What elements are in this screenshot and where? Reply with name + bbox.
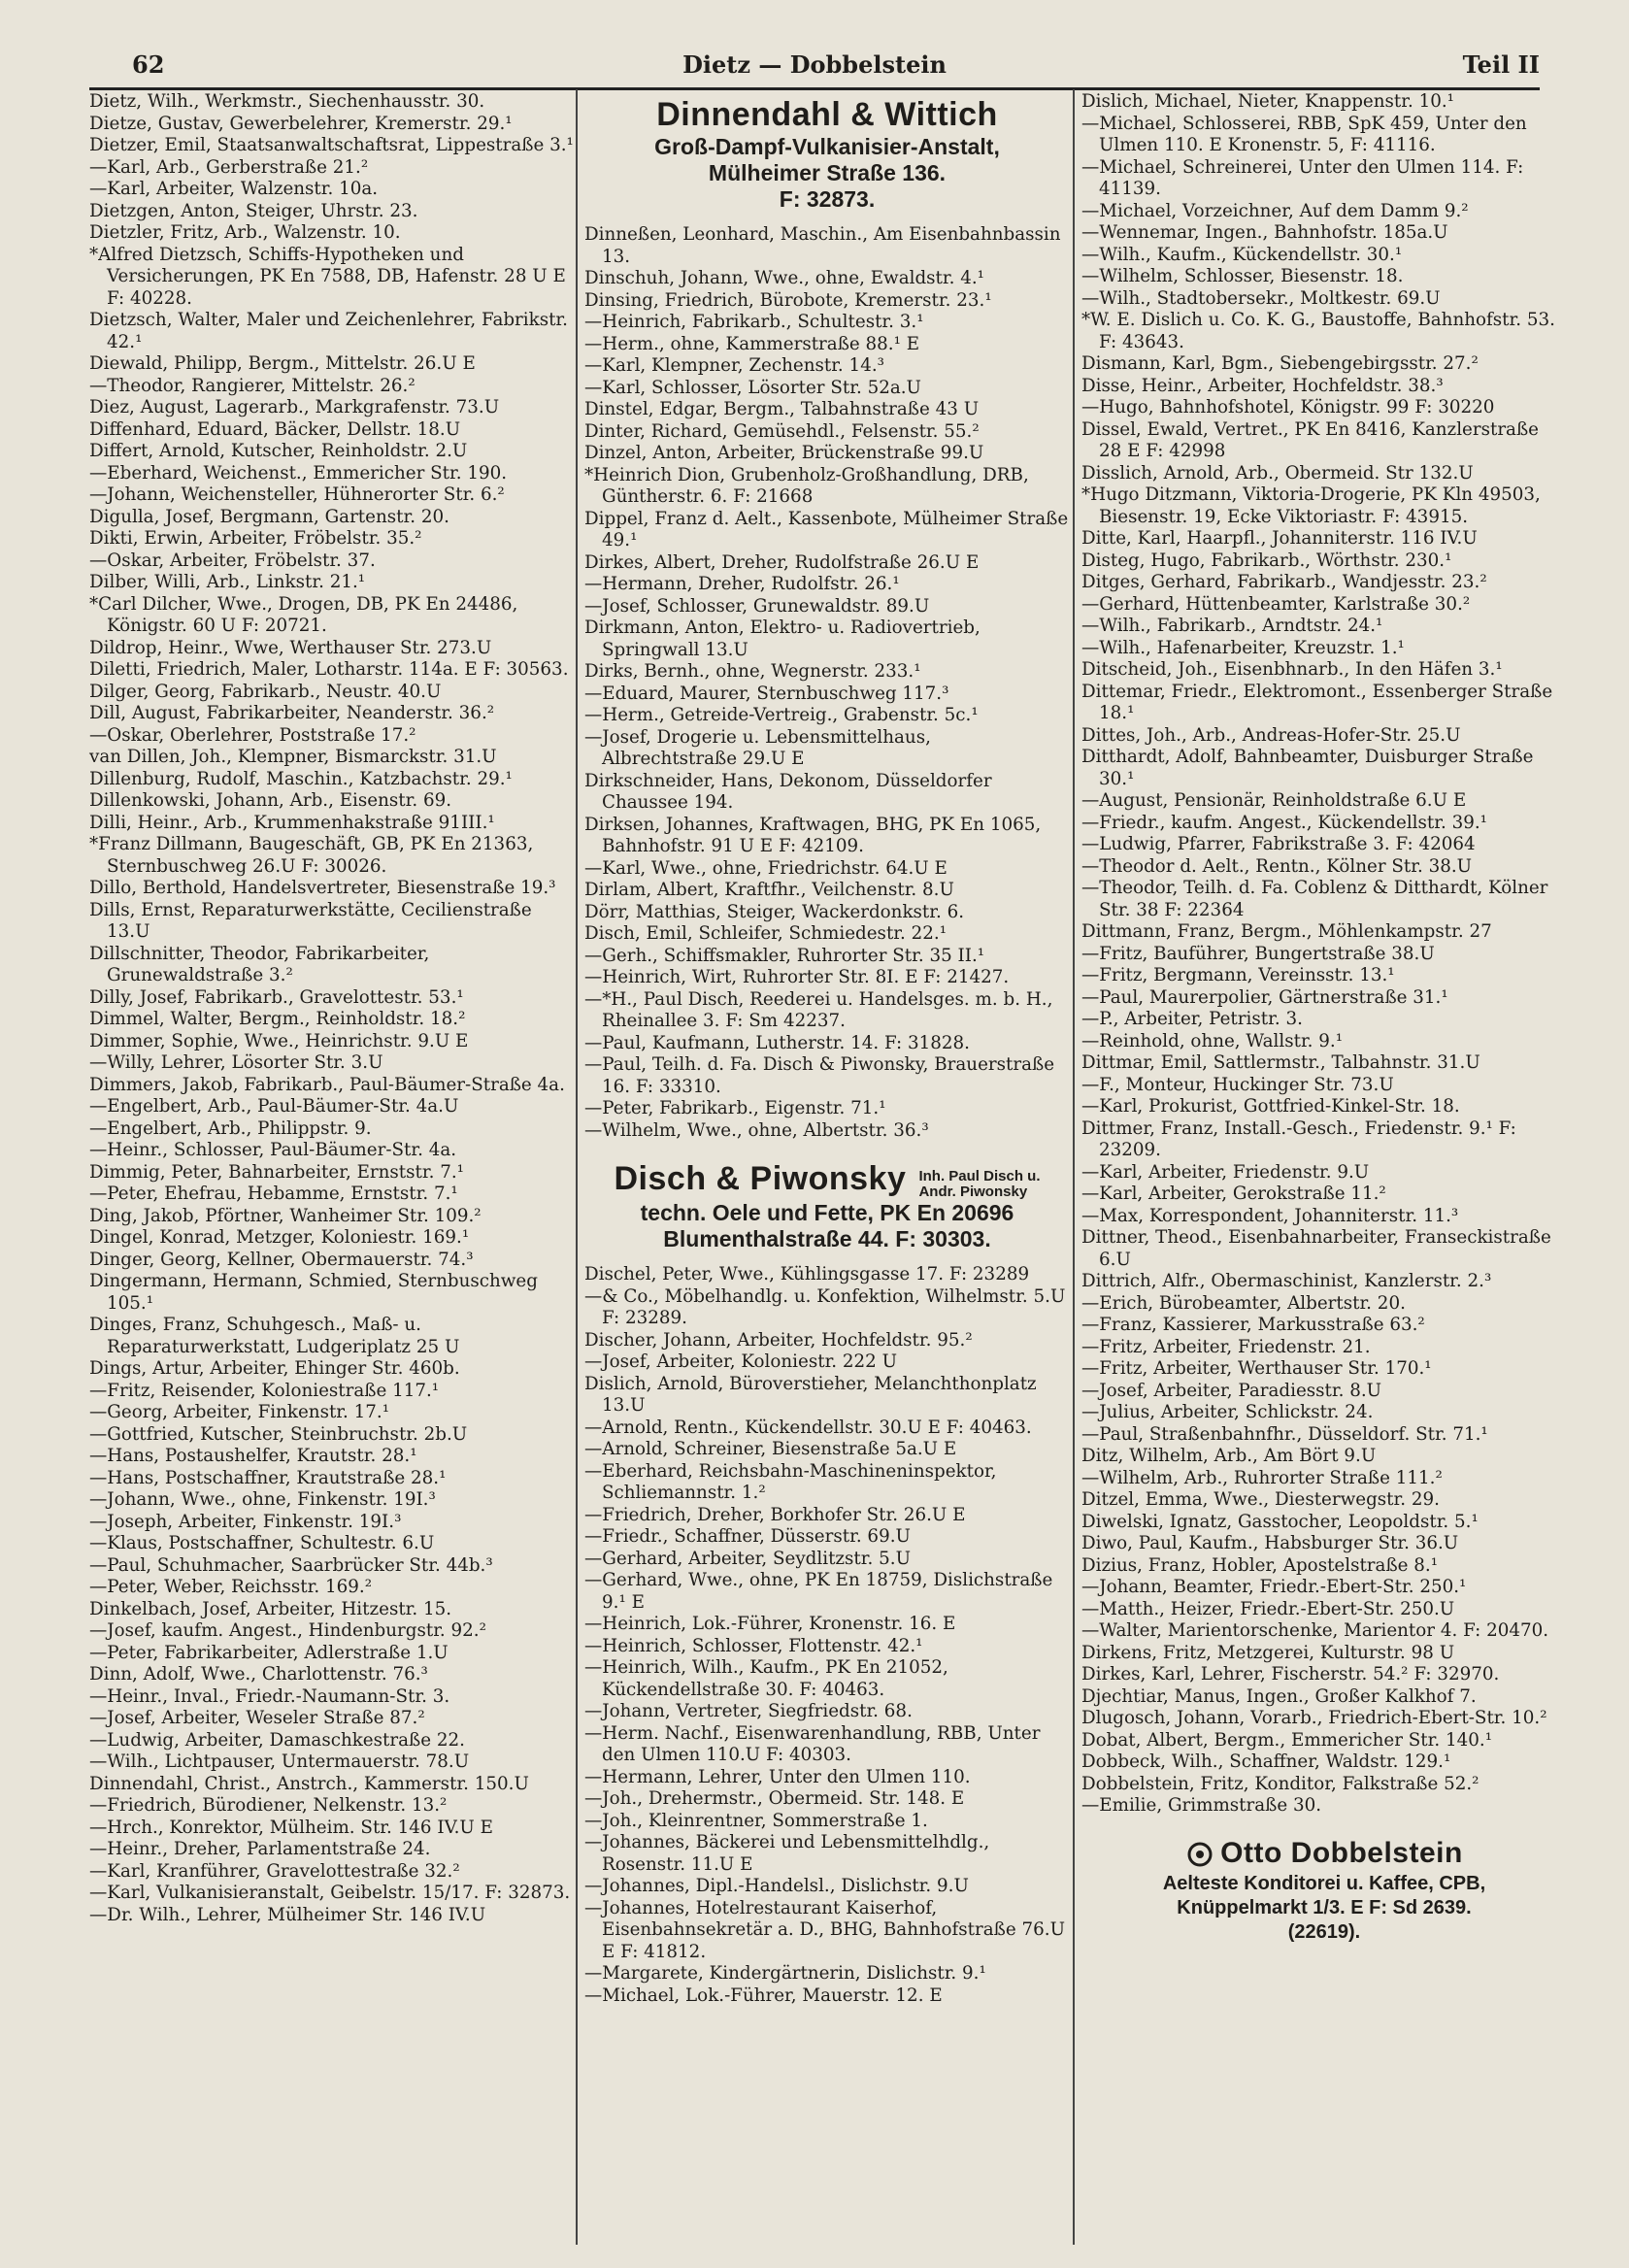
directory-entry: —Karl, Wwe., ohne, Friedrichstr. 64.U E — [584, 857, 947, 879]
directory-entry: Dill, August, Fabrikarbeiter, Neanderstr. 36.² — [89, 703, 495, 723]
directory-entry: Dinstel, Edgar, Bergm., Talbahnstraße 43 U — [584, 399, 980, 419]
directory-entry: —Emilie, Grimmstraße 30. — [1081, 1795, 1322, 1816]
running-title: Dietz — Dobbelstein — [682, 50, 947, 79]
directory-entry: —Peter, Fabrikarbeiter, Adlerstraße 1.U — [89, 1642, 449, 1663]
directory-entry: Dittes, Joh., Arb., Andreas-Hofer-Str. 25.U — [1081, 724, 1461, 746]
column-divider — [1073, 89, 1075, 2245]
directory-entry: Differt, Arnold, Kutscher, Reinholdstr. 2.U — [89, 441, 468, 461]
advert-line: Groß-Dampf-Vulkanisier-Anstalt, — [654, 134, 1000, 159]
advert-disch-piwonsky — [584, 1159, 1070, 1252]
directory-entry: Dildrop, Heinr., Wwe, Werthauser Str. 273.U — [89, 637, 492, 658]
directory-entry: Diffenhard, Eduard, Bäcker, Dellstr. 18.U — [89, 418, 461, 440]
directory-entry: —Wilh., Fabrikarb., Arndtstr. 24.¹ — [1081, 616, 1383, 636]
column-2 — [584, 91, 1070, 2007]
directory-entry: —Karl, Arb., Gerberstraße 21.² — [89, 156, 369, 178]
directory-entry: —Franz, Kassierer, Markusstraße 63.² — [1081, 1315, 1425, 1335]
directory-entry: Dörr, Matthias, Steiger, Wackerdonkstr. 6. — [584, 901, 965, 922]
directory-entry: —Friedrich, Dreher, Borkhofer Str. 26.U E — [584, 1504, 966, 1525]
advert-title — [1081, 1835, 1567, 1872]
directory-entry: —Karl, Arbeiter, Friedenstr. 9.U — [1081, 1161, 1370, 1183]
directory-entry: Dikti, Erwin, Arbeiter, Fröbelstr. 35.² — [89, 528, 422, 549]
page-header — [89, 43, 1540, 90]
directory-entry: —Gerhard, Wwe., ohne, PK En 18759, Dislichstraße 9.¹ E — [584, 1570, 1053, 1613]
directory-entry: —Johann, Wwe., ohne, Finkenstr. 19I.³ — [89, 1489, 436, 1510]
directory-entry: Dirkschneider, Hans, Dekonom, Düsseldorfer Chaussee 194. — [584, 770, 992, 813]
directory-entry: —Heinrich, Wilh., Kaufm., PK En 21052, Kückendellstraße 30. F: 40463. — [584, 1657, 948, 1700]
directory-entry: Dobat, Albert, Bergm., Emmericher Str. 140.¹ — [1081, 1729, 1493, 1751]
directory-entry: —Karl, Arbeiter, Gerokstraße 11.² — [1081, 1184, 1386, 1204]
directory-entry: —Gerhard, Hüttenbeamter, Karlstraße 30.² — [1081, 593, 1471, 615]
directory-entry: Dilger, Georg, Fabrikarb., Neustr. 40.U — [89, 681, 442, 702]
directory-entry: Discher, Johann, Arbeiter, Hochfeldstr. 95.² — [584, 1329, 973, 1351]
directory-entry: —Karl, Schlosser, Lösorter Str. 52a.U — [584, 377, 921, 398]
directory-entry: —August, Pensionär, Reinholdstraße 6.U E — [1081, 790, 1467, 811]
directory-entry: Dobbelstein, Fritz, Konditor, Falkstraße 52.² — [1081, 1773, 1479, 1794]
directory-entry: Djechtiar, Manus, Ingen., Großer Kalkhof 7. — [1081, 1685, 1477, 1707]
directory-entry: —Oskar, Oberlehrer, Poststraße 17.² — [89, 724, 416, 746]
directory-entry: —Wilhelm, Wwe., ohne, Albertstr. 36.³ — [584, 1119, 929, 1141]
directory-entry: Dinsing, Friedrich, Bürobote, Kremerstr. 23.¹ — [584, 289, 992, 311]
directory-entry: —Michael, Schlosserei, RBB, SpK 459, Unter den Ulmen 110. E Kronenstr. 5, F: 41116. — [1081, 113, 1527, 155]
directory-entry: —Heinr., Inval., Friedr.-Naumann-Str. 3. — [89, 1685, 450, 1707]
directory-entry: —Josef, Schlosser, Grunewaldstr. 89.U — [584, 595, 930, 617]
directory-entry: Dittmar, Emil, Sattlermstr., Talbahnstr. 31.U — [1081, 1052, 1480, 1073]
directory-entry: —Wilhelm, Schlosser, Biesenstr. 18. — [1081, 266, 1404, 286]
directory-entry: Dietzsch, Walter, Maler und Zeichenlehrer, Fabrikstr. 42.¹ — [89, 310, 568, 352]
directory-entry: Dietzler, Fritz, Arb., Walzenstr. 10. — [89, 222, 401, 243]
directory-entry: Dirkmann, Anton, Elektro- u. Radiovertrieb, Springwall 13.U — [584, 617, 981, 660]
advert-owner — [918, 1169, 1040, 1200]
directory-entry: Dinkelbach, Josef, Arbeiter, Hitzestr. 15. — [89, 1598, 452, 1619]
directory-entry: Dietz, Wilh., Werkmstr., Siechenhausstr. 30. — [89, 91, 485, 112]
directory-entry: —Theodor, Rangierer, Mittelstr. 26.² — [89, 375, 416, 396]
directory-entry: —Joh., Kleinrentner, Sommerstraße 1. — [584, 1810, 928, 1831]
directory-entry: Dinges, Franz, Schuhgesch., Maß- u. Reparaturwerkstatt, Ludgeriplatz 25 U — [89, 1315, 460, 1357]
directory-entry: Dizius, Franz, Hobler, Apostelstraße 8.¹ — [1081, 1554, 1439, 1576]
directory-entry: Dippel, Franz d. Aelt., Kassenbote, Mülheimer Straße 49.¹ — [584, 508, 1069, 550]
directory-entry: Dimmel, Walter, Bergm., Reinholdstr. 18.² — [89, 1009, 466, 1029]
directory-entry: —Georg, Arbeiter, Finkenstr. 17.¹ — [89, 1402, 390, 1422]
directory-entry: —Hrch., Konrektor, Mülheim. Str. 146 IV.U E — [89, 1817, 493, 1838]
advert-line: (22619). — [1287, 1920, 1361, 1943]
directory-entry: —Joseph, Arbeiter, Finkenstr. 19I.³ — [89, 1511, 402, 1532]
directory-entry: Dings, Artur, Arbeiter, Ehinger Str. 460b. — [89, 1358, 460, 1379]
directory-entry: —Karl, Prokurist, Gottfried-Kinkel-Str. 18. — [1081, 1096, 1460, 1117]
advert-title-text: Otto Dobbelstein — [1220, 1836, 1463, 1869]
directory-entry: —Willy, Lehrer, Lösorter Str. 3.U — [89, 1052, 383, 1073]
directory-entry: —Fritz, Arbeiter, Werthauser Str. 170.¹ — [1081, 1358, 1432, 1379]
directory-entry: —Paul, Teilh. d. Fa. Disch & Piwonsky, Brauerstraße 16. F: 33310. — [584, 1054, 1055, 1097]
directory-entry: —Heinr., Dreher, Parlamentstraße 24. — [89, 1839, 431, 1859]
directory-entry: Dietze, Gustav, Gewerbelehrer, Kremerstr. 29.¹ — [89, 113, 513, 134]
directory-entry: Dillenkowski, Johann, Arb., Eisenstr. 69. — [89, 790, 452, 811]
directory-entry: Dilber, Willi, Arb., Linkstr. 21.¹ — [89, 572, 366, 592]
directory-entry: —Gottfried, Kutscher, Steinbruchstr. 2b.U — [89, 1423, 468, 1445]
directory-entry: Dislich, Michael, Nieter, Knappenstr. 10.¹ — [1081, 91, 1454, 112]
directory-entry: —Johannes, Dipl.-Handelsl., Dislichstr. 9.U — [584, 1876, 969, 1897]
directory-entry: Diwelski, Ignatz, Gasstocher, Leopoldstr. 5.¹ — [1081, 1511, 1479, 1532]
directory-entry: Diez, August, Lagerarb., Markgrafenstr. 73.U — [89, 397, 500, 417]
directory-entry: —Ludwig, Pfarrer, Fabrikstraße 3. F: 42064 — [1081, 834, 1476, 854]
directory-entry: —Herm., ohne, Kammerstraße 88.¹ E — [584, 333, 920, 354]
page-number: 62 — [132, 50, 165, 79]
directory-entry: —Heinrich, Wirt, Ruhrorter Str. 8I. E F: 21427. — [584, 967, 1010, 987]
directory-entry: Dilly, Josef, Fabrikarb., Gravelottestr. 53.¹ — [89, 986, 464, 1008]
directory-entry: Dittemar, Friedr., Elektromont., Essenberger Straße 18.¹ — [1081, 681, 1553, 723]
directory-entry: Dirkens, Fritz, Metzgerei, Kulturstr. 98 U — [1081, 1642, 1455, 1663]
directory-entry: —Dr. Wilh., Lehrer, Mülheimer Str. 146 IV.U — [89, 1904, 486, 1925]
directory-entry: —Hugo, Bahnhofshotel, Königstr. 99 F: 30220 — [1081, 397, 1495, 417]
directory-entry: Ditthardt, Adolf, Bahnbeamter, Duisburger Straße 30.¹ — [1081, 747, 1534, 789]
directory-entry: —Reinhold, ohne, Wallstr. 9.¹ — [1081, 1030, 1344, 1051]
directory-entry: —Josef, Arbeiter, Paradiesstr. 8.U — [1081, 1380, 1382, 1401]
advert-otto-dobbelstein — [1081, 1835, 1567, 1945]
directory-entry: Dimmers, Jakob, Fabrikarb., Paul-Bäumer-Straße 4a. — [89, 1074, 565, 1095]
column-divider — [576, 89, 578, 2245]
directory-entry: Dirks, Bernh., ohne, Wegnerstr. 233.¹ — [584, 661, 921, 682]
entries-block — [584, 224, 1070, 1142]
directory-entry: *W. E. Dislich u. Co. K. G., Baustoffe, Bahnhofstr. 53. F: 43643. — [1081, 310, 1555, 352]
directory-entry: —Johann, Weichensteller, Hühnerorter Str. 6.² — [89, 484, 505, 505]
directory-entry: *Hugo Ditzmann, Viktoria-Drogerie, PK Kln 49503, Biesenstr. 19, Ecke Viktoriastr. F: 43915. — [1081, 484, 1541, 527]
directory-entry: Dirksen, Johannes, Kraftwagen, BHG, PK En 1065, Bahnhofstr. 91 U E F: 42109. — [584, 814, 1042, 856]
directory-entry: Dilli, Heinr., Arb., Krummenhakstraße 91III.¹ — [89, 812, 495, 833]
directory-entry: —Peter, Weber, Reichsstr. 169.² — [89, 1577, 373, 1597]
directory-entry: Dischel, Peter, Wwe., Kühlingsgasse 17. F: 23289 — [584, 1264, 1030, 1285]
directory-entry: —Wilh., Stadtobersekr., Moltkestr. 69.U — [1081, 287, 1441, 309]
directory-entry: —Fritz, Bergmann, Vereinsstr. 13.¹ — [1081, 965, 1395, 985]
directory-entry: —Josef, Drogerie u. Lebensmittelhaus, Albrechtstraße 29.U E — [584, 726, 931, 769]
directory-entry: —*H., Paul Disch, Reederei u. Handelsges. m. b. H., Rheinallee 3. F: Sm 42237. — [584, 988, 1053, 1031]
directory-entry: —Fritz, Bauführer, Bungertstraße 38.U — [1081, 943, 1435, 964]
directory-entry: Diewald, Philipp, Bergm., Mittelstr. 26.U E — [89, 353, 476, 374]
directory-entry: —Friedr., Schaffner, Düsserstr. 69.U — [584, 1526, 911, 1548]
directory-entry: —Arnold, Rentn., Kückendellstr. 30.U E F: 40463. — [584, 1417, 1032, 1438]
directory-entry: —Herm., Getreide-Vertreig., Grabenstr. 5c.¹ — [584, 705, 979, 725]
directory-entry: —Eberhard, Reichsbahn-Maschineninspektor, Schliemannstr. 1.² — [584, 1460, 997, 1504]
advert-owner-line: Andr. Piwonsky — [918, 1184, 1028, 1201]
directory-entry: —Arnold, Schreiner, Biesenstraße 5a.U E — [584, 1439, 957, 1460]
directory-entry: Digulla, Josef, Bergmann, Gartenstr. 20. — [89, 506, 449, 527]
directory-entry: —Wilh., Lichtpauser, Untermauerstr. 78.U — [89, 1751, 470, 1772]
directory-entry: —Wennemar, Ingen., Bahnhofstr. 185a.U — [1081, 222, 1448, 243]
directory-entry: —Engelbert, Arb., Paul-Bäumer-Str. 4a.U — [89, 1096, 459, 1117]
directory-entry: Disse, Heinr., Arbeiter, Hochfeldstr. 38.³ — [1081, 375, 1444, 396]
directory-entry: —Paul, Maurerpolier, Gärtnerstraße 31.¹ — [1081, 986, 1448, 1008]
directory-entry: Dittmer, Franz, Install.-Gesch., Friedenstr. 9.¹ F: 23209. — [1081, 1117, 1516, 1160]
directory-entry: —Ludwig, Arbeiter, Damaschkestraße 22. — [89, 1729, 465, 1751]
directory-entry: —Peter, Ehefrau, Hebamme, Ernststr. 7.¹ — [89, 1184, 458, 1204]
directory-entry: —Gerhard, Arbeiter, Seydlitzstr. 5.U — [584, 1548, 911, 1569]
directory-entry: van Dillen, Joh., Klempner, Bismarckstr. 31.U — [89, 747, 497, 767]
entries-block — [584, 1264, 1070, 2007]
directory-entry: —Paul, Straßenbahnfhr., Düsseldorf. Str. 71.¹ — [1081, 1423, 1488, 1445]
directory-entry: *Alfred Dietzsch, Schiffs-Hypotheken und Versicherungen, PK En 7588, DB, Hafenstr. 28 U E F: 40228. — [89, 244, 566, 309]
directory-entry: Dismann, Karl, Bgm., Siebengebirgsstr. 27.² — [1081, 353, 1479, 374]
directory-entry: Ditges, Gerhard, Fabrikarb., Wandjesstr. 23.² — [1081, 572, 1487, 592]
directory-entry: —Fritz, Reisender, Koloniestraße 117.¹ — [89, 1380, 440, 1401]
advert-line: Blumenthalstraße 44. F: 30303. — [663, 1226, 991, 1252]
directory-entry: —Karl, Vulkanisieranstalt, Geibelstr. 15/17. F: 32873. — [89, 1883, 571, 1903]
directory-entry: Dietzgen, Anton, Steiger, Uhrstr. 23. — [89, 200, 418, 221]
directory-entry: Ditte, Karl, Haarpfl., Johanniterstr. 116 IV.U — [1081, 528, 1478, 549]
directory-entry: Ditzel, Emma, Wwe., Diesterwegstr. 29. — [1081, 1489, 1440, 1510]
directory-entry: —Michael, Schreinerei, Unter den Ulmen 114. F: 41139. — [1081, 156, 1524, 199]
directory-entry: —Eberhard, Weichenst., Emmericher Str. 190. — [89, 462, 508, 484]
directory-entry: Dills, Ernst, Reparaturwerkstätte, Cecilienstraße 13.U — [89, 899, 532, 942]
directory-entry: —Karl, Kranführer, Gravelottestraße 32.² — [89, 1860, 460, 1882]
directory-entry: —Johann, Vertreter, Siegfriedstr. 68. — [584, 1701, 913, 1722]
directory-entry: —Karl, Klempner, Zechenstr. 14.³ — [584, 355, 884, 376]
directory-entry: Dinnendahl, Christ., Anstrch., Kammerstr. 150.U — [89, 1773, 529, 1794]
directory-entry: Dimmer, Sophie, Wwe., Heinrichstr. 9.U E — [89, 1030, 469, 1051]
directory-entry: —Paul, Kaufmann, Lutherstr. 14. F: 31828. — [584, 1032, 970, 1053]
directory-entry: Dirkes, Albert, Dreher, Rudolfstraße 26.U E — [584, 551, 980, 573]
ornament-logo-icon — [1185, 1840, 1214, 1869]
advert-title: Dinnendahl & Wittich — [656, 96, 998, 133]
directory-entry: —Heinrich, Schlosser, Flottenstr. 42.¹ — [584, 1635, 923, 1656]
advert-line: techn. Oele und Fette, PK En 20696 — [640, 1200, 1014, 1226]
directory-entry: —Hermann, Lehrer, Unter den Ulmen 110. — [584, 1766, 971, 1787]
directory-entry: —Michael, Vorzeichner, Auf dem Damm 9.² — [1081, 200, 1469, 221]
directory-entry: Dislich, Arnold, Büroverstieher, Melanchthonplatz 13.U — [584, 1373, 1037, 1417]
directory-entry: —Josef, Arbeiter, Weseler Straße 87.² — [89, 1708, 425, 1728]
directory-entry: —Paul, Schuhmacher, Saarbrücker Str. 44b.³ — [89, 1554, 493, 1576]
directory-entry: —Peter, Fabrikarb., Eigenstr. 71.¹ — [584, 1098, 886, 1118]
directory-entry: Dinn, Adolf, Wwe., Charlottenstr. 76.³ — [89, 1664, 428, 1684]
directory-entry: —Matth., Heizer, Friedr.-Ebert-Str. 250.U — [1081, 1598, 1455, 1619]
directory-entry: Dirlam, Albert, Kraftfhr., Veilchenstr. 8.U — [584, 880, 954, 900]
directory-entry: Diletti, Friedrich, Maler, Lotharstr. 114a. E F: 30563. — [89, 659, 569, 680]
directory-entry: Dietzer, Emil, Staatsanwaltschaftsrat, Lippestraße 3.¹ — [89, 135, 574, 155]
directory-entry: —P., Arbeiter, Petristr. 3. — [1081, 1009, 1303, 1029]
directory-entry: —Johann, Beamter, Friedr.-Ebert-Str. 250.¹ — [1081, 1577, 1467, 1597]
directory-entry: Dinter, Richard, Gemüsehdl., Felsenstr. 55.² — [584, 420, 980, 442]
directory-entry: Dingermann, Hermann, Schmied, Sternbuschweg 105.¹ — [89, 1271, 538, 1314]
directory-entry: —Klaus, Postschaffner, Schultestr. 6.U — [89, 1533, 435, 1553]
directory-entry: —Fritz, Arbeiter, Friedenstr. 21. — [1081, 1336, 1371, 1357]
directory-entry: Dillenburg, Rudolf, Maschin., Katzbachstr. 29.¹ — [89, 768, 513, 789]
directory-entry: Dinschuh, Johann, Wwe., ohne, Ewaldstr. 4.¹ — [584, 268, 984, 288]
directory-entry: —Hans, Postschaffner, Krautstraße 28.¹ — [89, 1467, 447, 1488]
directory-entry: Dlugosch, Johann, Vorarb., Friedrich-Ebert-Str. 10.² — [1081, 1708, 1547, 1728]
directory-entry: —Wilhelm, Arb., Ruhrorter Straße 111.² — [1081, 1467, 1443, 1488]
directory-entry: Ditz, Wilhelm, Arb., Am Bört 9.U — [1081, 1446, 1377, 1466]
directory-entry: Dissel, Ewald, Vertret., PK En 8416, Kanzlerstraße 28 E F: 42998 — [1081, 418, 1539, 461]
directory-entry: Dillo, Berthold, Handelsvertreter, Biesenstraße 19.³ — [89, 878, 556, 898]
entries-block — [1081, 91, 1567, 1818]
directory-entry: —Margarete, Kindergärtnerin, Dislichstr. 9.¹ — [584, 1963, 986, 1984]
advert-title: Disch & Piwonsky — [614, 1160, 907, 1197]
directory-entry: —Heinrich, Fabrikarb., Schultestr. 3.¹ — [584, 312, 924, 332]
directory-entry: —F., Monteur, Huckinger Str. 73.U — [1081, 1074, 1394, 1095]
directory-entry: *Franz Dillmann, Baugeschäft, GB, PK En 21363, Sternbuschweg 26.U F: 30026. — [89, 834, 534, 877]
directory-entry: *Carl Dilcher, Wwe., Drogen, DB, PK En 24486, Königstr. 60 U F: 20721. — [89, 593, 518, 636]
directory-entry: Dingel, Konrad, Metzger, Koloniestr. 169.¹ — [89, 1227, 470, 1248]
directory-entry: *Heinrich Dion, Grubenholz-Großhandlung, DRB, Güntherstr. 6. F: 21668 — [584, 464, 1029, 507]
directory-entry: —Wilh., Kaufm., Kückendellstr. 30.¹ — [1081, 244, 1403, 265]
directory-entry: —Karl, Arbeiter, Walzenstr. 10a. — [89, 179, 379, 199]
directory-entry: —Gerh., Schiffsmakler, Ruhrorter Str. 35 II.¹ — [584, 945, 985, 966]
directory-entry: —Wilh., Hafenarbeiter, Kreuzstr. 1.¹ — [1081, 637, 1405, 658]
directory-entry: Dinneßen, Leonhard, Maschin., Am Eisenbahnbassin 13. — [584, 224, 1061, 267]
advert-line: Aelteste Konditorei u. Kaffee, CPB, — [1162, 1872, 1486, 1894]
advert-line: Mülheimer Straße 136. — [708, 160, 947, 185]
directory-entry: Disch, Emil, Schleifer, Schmiedestr. 22.¹ — [584, 923, 947, 944]
part-label: Teil II — [1462, 50, 1540, 79]
directory-entry: —Erich, Bürobeamter, Albertstr. 20. — [1081, 1292, 1406, 1314]
column-1 — [89, 91, 575, 1926]
directory-entry: Dillschnitter, Theodor, Fabrikarbeiter, Grunewaldstraße 3.² — [89, 943, 430, 985]
directory-entry: —Engelbert, Arb., Philippstr. 9. — [89, 1117, 372, 1139]
advert-line: F: 32873. — [779, 186, 876, 212]
directory-entry: —Friedrich, Bürodiener, Nelkenstr. 13.² — [89, 1795, 448, 1816]
directory-entry: —Joh., Drehermstr., Obermeid. Str. 148. E — [584, 1788, 965, 1810]
directory-entry: —Hermann, Dreher, Rudolfstr. 26.¹ — [584, 574, 900, 594]
directory-entry: Disteg, Hugo, Fabrikarb., Wörthstr. 230.¹ — [1081, 550, 1452, 571]
directory-entry: —Michael, Lok.-Führer, Mauerstr. 12. E — [584, 1984, 943, 2006]
directory-entry: —Josef, kaufm. Angest., Hindenburgstr. 92.² — [89, 1620, 486, 1641]
directory-entry: Ditscheid, Joh., Eisenbhnarb., In den Häfen 3.¹ — [1081, 659, 1503, 680]
directory-entry: —Theodor, Teilh. d. Fa. Coblenz & Ditthardt, Kölner Str. 38 F: 22364 — [1081, 878, 1548, 920]
directory-entry: —Friedr., kaufm. Angest., Kückendellstr. 39.¹ — [1081, 812, 1488, 833]
directory-entry: —Hans, Postaushelfer, Krautstr. 28.¹ — [89, 1446, 417, 1466]
directory-entry: Dinzel, Anton, Arbeiter, Brückenstraße 99.U — [584, 443, 984, 463]
directory-entry: —Julius, Arbeiter, Schlickstr. 24. — [1081, 1402, 1374, 1422]
advert-owner-line: Inh. Paul Disch u. — [918, 1168, 1041, 1185]
directory-entry: Disslich, Arnold, Arb., Obermeid. Str 132.U — [1081, 462, 1474, 484]
directory-entry: Dimmig, Peter, Bahnarbeiter, Ernststr. 7.¹ — [89, 1161, 465, 1183]
directory-entry: —Eduard, Maurer, Sternbuschweg 117.³ — [584, 683, 949, 704]
directory-entry: —Herm. Nachf., Eisenwarenhandlung, RBB, Unter den Ulmen 110.U F: 40303. — [584, 1722, 1041, 1766]
column-3 — [1081, 91, 1567, 1945]
directory-entry: Dinger, Georg, Kellner, Obermauerstr. 74.³ — [89, 1249, 474, 1270]
directory-entry: Ding, Jakob, Pförtner, Wanheimer Str. 109.² — [89, 1205, 482, 1226]
directory-entry: Diwo, Paul, Kaufm., Habsburger Str. 36.U — [1081, 1533, 1459, 1553]
directory-entry: —Walter, Marientorschenke, Marientor 4. F: 20470. — [1081, 1620, 1549, 1641]
directory-entry: Dobbeck, Wilh., Schaffner, Waldstr. 129.¹ — [1081, 1751, 1451, 1772]
directory-entry: Dittner, Theod., Eisenbahnarbeiter, Franseckistraße 6.U — [1081, 1227, 1551, 1270]
advert-dinnendahl-wittich — [584, 95, 1070, 213]
directory-entry: —Max, Korrespondent, Johanniterstr. 11.³ — [1081, 1205, 1459, 1226]
directory-entry: Dirkes, Karl, Lehrer, Fischerstr. 54.² F: 32970. — [1081, 1664, 1500, 1684]
directory-entry: —Johannes, Bäckerei und Lebensmittelhdlg., Rosenstr. 11.U E — [584, 1832, 990, 1875]
directory-entry: —Heinr., Schlosser, Paul-Bäumer-Str. 4a. — [89, 1140, 457, 1160]
directory-entry: —Theodor d. Aelt., Rentn., Kölner Str. 38.U — [1081, 855, 1473, 877]
directory-entry: —Josef, Arbeiter, Koloniestr. 222 U — [584, 1351, 898, 1373]
directory-entry: —& Co., Möbelhandlg. u. Konfektion, Wilhelmstr. 5.U F: 23289. — [584, 1285, 1066, 1329]
directory-entry: —Johannes, Hotelrestaurant Kaiserhof, Eisenbahnsekretär a. D., BHG, Bahnhofstraße 76.U E F: 41812. — [584, 1897, 1065, 1962]
directory-entry: Dittmann, Franz, Bergm., Möhlenkampstr. 27 — [1081, 921, 1492, 942]
advert-line: Knüppelmarkt 1/3. E F: Sd 2639. — [1177, 1896, 1472, 1918]
directory-entry: —Heinrich, Lok.-Führer, Kronenstr. 16. E — [584, 1614, 956, 1635]
directory-entry: —Oskar, Arbeiter, Fröbelstr. 37. — [89, 550, 376, 571]
directory-entry: Dittrich, Alfr., Obermaschinist, Kanzlerstr. 2.³ — [1081, 1271, 1492, 1291]
